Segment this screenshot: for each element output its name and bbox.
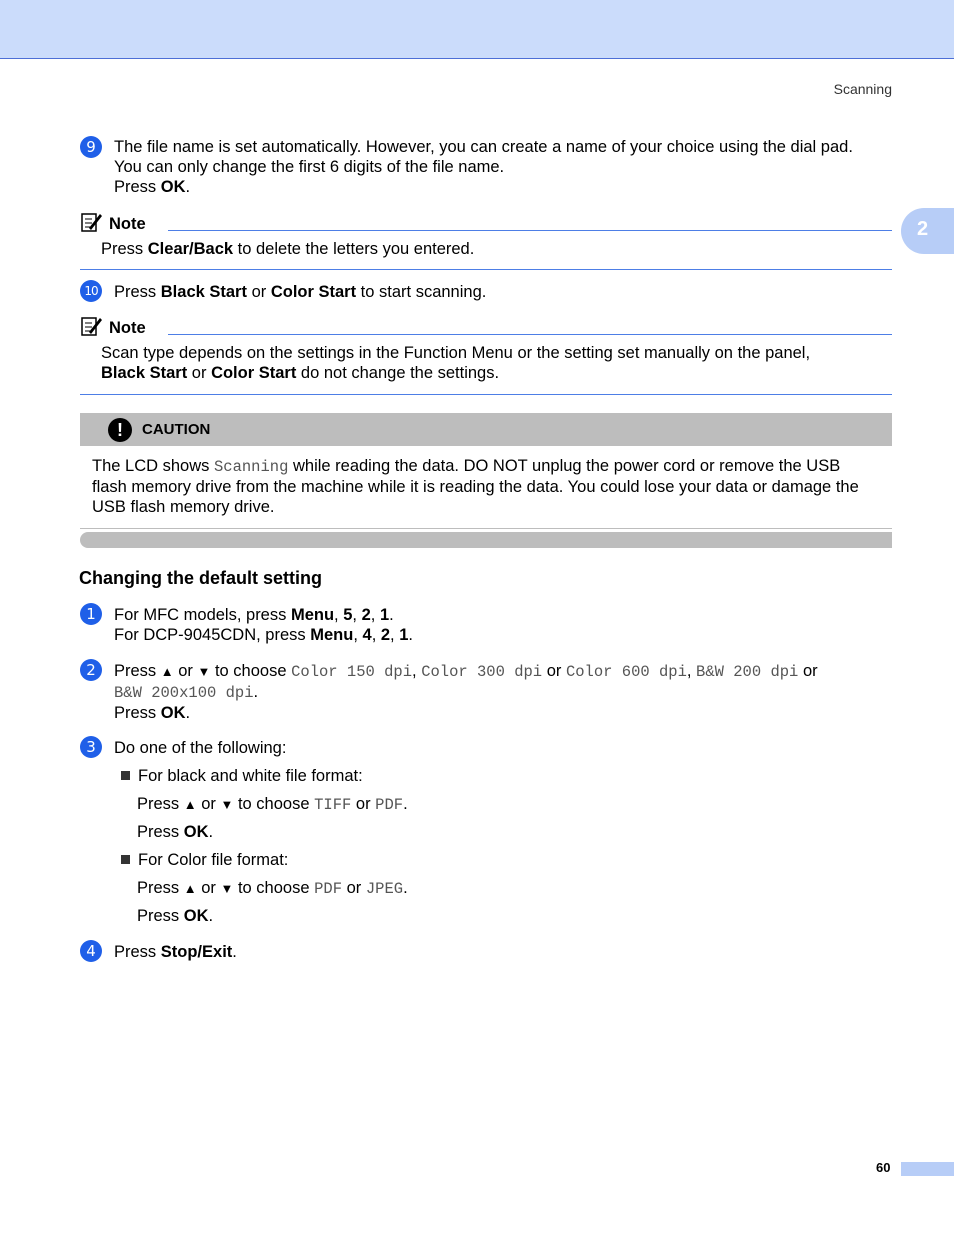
caution-bar <box>80 413 892 446</box>
note-pencil-icon <box>81 211 103 233</box>
step-3-intro: Do one of the following: <box>114 739 287 757</box>
step-2: Press ▲ or ▼ to choose Color 150 dpi, Color 300 dpi or Color 600 dpi, B&W 200 dpi or B&W 200x100 dpi. Press OK. <box>114 662 818 722</box>
step-number: 1 <box>80 603 102 625</box>
note-2-text: Scan type depends on the settings in the Function Menu or the setting set manually on the panel, Black Start or Color Start do not change the settings. <box>101 344 811 382</box>
bw-choose: Press ▲ or ▼ to choose TIFF or PDF. <box>137 795 408 814</box>
bullet-icon <box>121 855 130 864</box>
page-footer-bar <box>901 1162 954 1176</box>
note-pencil-icon <box>81 315 103 337</box>
step-number: 2 <box>80 659 102 681</box>
section-name: Scanning <box>833 81 892 97</box>
step-9-line-2: You can only change the first 6 digits of the file name. <box>114 158 505 176</box>
step-number: 3 <box>80 736 102 758</box>
up-arrow-icon: ▲ <box>183 881 197 896</box>
step-1: For MFC models, press Menu, 5, 2, 1. For DCP-9045CDN, press Menu, 4, 2, 1. <box>114 606 413 644</box>
section-title: Changing the default setting <box>79 568 322 588</box>
bullet-icon <box>121 771 130 780</box>
caution-label: CAUTION <box>142 421 211 438</box>
exclamation-icon: ! <box>108 418 132 442</box>
chapter-number: 2 <box>917 218 929 240</box>
note-header <box>81 211 146 234</box>
caution-rule <box>80 528 892 529</box>
note-title: Note <box>109 319 146 337</box>
down-arrow-icon: ▼ <box>197 664 211 679</box>
note-1-text: Press Clear/Back to delete the letters you entered. <box>101 240 475 258</box>
color-format-item: For Color file format: <box>121 850 288 870</box>
color-press-ok: Press OK. <box>137 907 214 925</box>
caution-text: The LCD shows Scanning while reading the data. DO NOT unplug the power cord or remove the USB flash memory drive from the machine while it is reading the data. You could lose your data or damage the USB flash memory drive. <box>92 457 859 516</box>
step-number: 9 <box>80 136 102 158</box>
step-9 <box>114 137 853 197</box>
bw-format-item: For black and white file format: <box>121 766 363 786</box>
header-bar <box>0 0 954 59</box>
step-4: Press Stop/Exit. <box>114 943 237 961</box>
note-rule <box>168 230 892 231</box>
caution-footer-bar <box>80 532 892 548</box>
up-arrow-icon: ▲ <box>160 664 174 679</box>
up-arrow-icon: ▲ <box>183 797 197 812</box>
step-9-line-3: Press OK. <box>114 178 191 196</box>
step-number: 10 <box>80 280 102 302</box>
note-header <box>81 315 146 338</box>
note-end-rule <box>80 269 892 270</box>
step-number: 4 <box>80 940 102 962</box>
step-9-line-1: The file name is set automatically. However, you can create a name of your choice using the dial pad. <box>114 138 853 156</box>
down-arrow-icon: ▼ <box>220 881 234 896</box>
down-arrow-icon: ▼ <box>220 797 234 812</box>
note-title: Note <box>109 215 146 233</box>
note-rule <box>168 334 892 335</box>
step-10: Press Black Start or Color Start to start scanning. <box>114 283 487 301</box>
note-end-rule <box>80 394 892 395</box>
page-number: 60 <box>876 1160 891 1175</box>
color-choose: Press ▲ or ▼ to choose PDF or JPEG. <box>137 879 408 898</box>
bw-press-ok: Press OK. <box>137 823 214 841</box>
chapter-tab[interactable] <box>901 208 954 254</box>
